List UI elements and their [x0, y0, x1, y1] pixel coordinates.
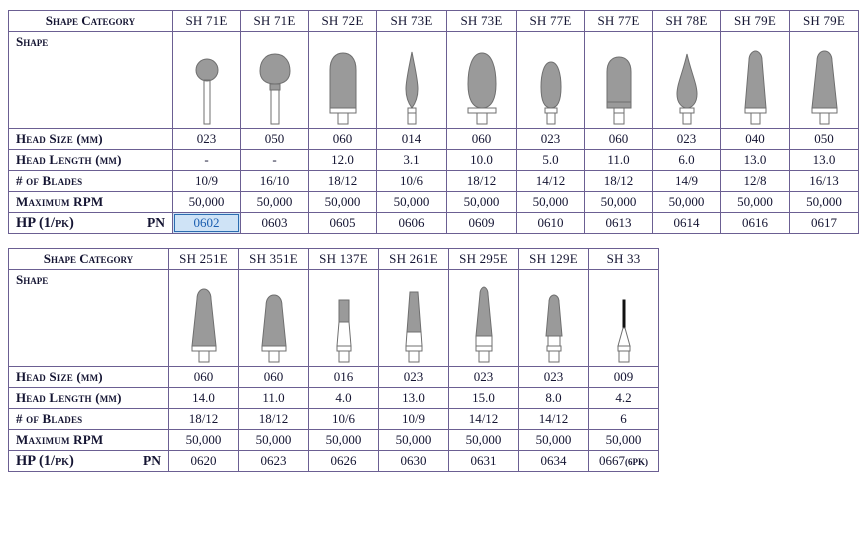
table-row-blades — [9, 409, 659, 430]
cell-blades: 6 — [589, 409, 659, 430]
cell-blades: 18/12 — [309, 171, 377, 192]
row-label-pn: PN — [143, 453, 161, 468]
row-label-max-rpm: Maximum RPM — [9, 192, 173, 213]
row-label-shape: Shape — [9, 270, 169, 367]
shape-cell-cone-taper — [519, 270, 589, 367]
cell-blades: 18/12 — [239, 409, 309, 430]
cell-max-rpm: 50,000 — [519, 430, 589, 451]
row-label-head-length: Head Length (mm) — [9, 388, 169, 409]
table-row-category — [9, 11, 859, 32]
cell-head-length: 8.0 — [519, 388, 589, 409]
cell-blades: 10/9 — [379, 409, 449, 430]
cell-head-size: 023 — [519, 367, 589, 388]
cell-blades: 18/12 — [585, 171, 653, 192]
column-header: SH 73E — [447, 11, 517, 32]
table-row-pn — [9, 451, 659, 472]
cell-pn[interactable]: 0606 — [377, 213, 447, 234]
cell-head-size: 060 — [169, 367, 239, 388]
cell-head-size: 023 — [517, 129, 585, 150]
row-label-head-size: Head Size (mm) — [9, 367, 169, 388]
cell-blades: 14/12 — [517, 171, 585, 192]
pn-value-selected[interactable]: 0602 — [173, 213, 240, 233]
cell-head-length: - — [241, 150, 309, 171]
row-label-hp: HP (1/pk) — [16, 214, 74, 231]
column-header: SH 79E — [790, 11, 859, 32]
table-row-head-size — [9, 129, 859, 150]
row-label-shape-category: Shape Category — [9, 249, 169, 270]
cell-head-length: 15.0 — [449, 388, 519, 409]
cell-head-length: 12.0 — [309, 150, 377, 171]
column-header: SH 79E — [721, 11, 790, 32]
cell-max-rpm: 50,000 — [653, 192, 721, 213]
column-header: SH 261E — [379, 249, 449, 270]
shape-cell-cylinder-flat — [309, 270, 379, 367]
cell-max-rpm: 50,000 — [377, 192, 447, 213]
column-header: SH 295E — [449, 249, 519, 270]
cell-head-length: 13.0 — [379, 388, 449, 409]
column-header: SH 137E — [309, 249, 379, 270]
column-header: SH 129E — [519, 249, 589, 270]
cell-head-size: 023 — [379, 367, 449, 388]
cell-blades: 18/12 — [447, 171, 517, 192]
cell-head-size: 060 — [585, 129, 653, 150]
column-header: SH 71E — [241, 11, 309, 32]
cell-head-size: 014 — [377, 129, 447, 150]
column-header: SH 72E — [309, 11, 377, 32]
cell-max-rpm: 50,000 — [449, 430, 519, 451]
cell-pn[interactable]: 0613 — [585, 213, 653, 234]
cell-max-rpm: 50,000 — [309, 192, 377, 213]
cell-pn[interactable]: 0603 — [241, 213, 309, 234]
cell-head-length: 13.0 — [790, 150, 859, 171]
cell-head-length: - — [173, 150, 241, 171]
cell-head-length: 11.0 — [585, 150, 653, 171]
cell-pn[interactable]: 0614 — [653, 213, 721, 234]
table-row-head-size — [9, 367, 659, 388]
cell-pn[interactable]: 0634 — [519, 451, 589, 472]
cell-pn-with-suffix[interactable] — [589, 451, 659, 472]
cell-head-size: 060 — [309, 129, 377, 150]
cell-max-rpm: 50,000 — [721, 192, 790, 213]
cell-head-length: 4.2 — [589, 388, 659, 409]
row-label-pn: PN — [147, 215, 165, 230]
table-row-max-rpm — [9, 192, 859, 213]
table-row-shape — [9, 270, 659, 367]
row-label-shape: Shape — [9, 32, 173, 129]
shape-cell-flame-needle — [377, 32, 447, 129]
cell-max-rpm: 50,000 — [239, 430, 309, 451]
cell-pn[interactable]: 0620 — [169, 451, 239, 472]
burs-spec-table-2 — [8, 248, 659, 472]
shape-cell-small-egg — [517, 32, 585, 129]
cell-max-rpm: 50,000 — [169, 430, 239, 451]
shape-cell-ball-050 — [241, 32, 309, 129]
column-header: SH 71E — [173, 11, 241, 32]
cell-max-rpm: 50,000 — [585, 192, 653, 213]
cell-blades: 16/10 — [241, 171, 309, 192]
column-header: SH 33 — [589, 249, 659, 270]
cell-max-rpm: 50,000 — [309, 430, 379, 451]
cell-head-size: 050 — [241, 129, 309, 150]
cell-head-size: 023 — [449, 367, 519, 388]
cell-blades: 16/13 — [790, 171, 859, 192]
shape-cell-ball-023 — [173, 32, 241, 129]
table-row-head-length — [9, 388, 659, 409]
shape-cell-taper-round-end — [721, 32, 790, 129]
cell-blades: 10/6 — [377, 171, 447, 192]
table-row-blades — [9, 171, 859, 192]
cell-blades: 18/12 — [169, 409, 239, 430]
shape-cell-fissure-blade — [589, 270, 659, 367]
cell-max-rpm: 50,000 — [517, 192, 585, 213]
cell-max-rpm: 50,000 — [173, 192, 241, 213]
table-row-category — [9, 249, 659, 270]
shape-cell-long-taper-flat — [379, 270, 449, 367]
cell-head-length: 5.0 — [517, 150, 585, 171]
cell-head-size: 016 — [309, 367, 379, 388]
cell-pn[interactable]: 0626 — [309, 451, 379, 472]
column-header: SH 351E — [239, 249, 309, 270]
row-label-shape-category: Shape Category — [9, 11, 173, 32]
cell-pn[interactable]: 0630 — [379, 451, 449, 472]
shape-cell-barrel — [585, 32, 653, 129]
row-label-max-rpm: Maximum RPM — [9, 430, 169, 451]
cell-head-length: 4.0 — [309, 388, 379, 409]
cell-head-length: 6.0 — [653, 150, 721, 171]
table-row-shape — [9, 32, 859, 129]
shape-cell-egg — [447, 32, 517, 129]
cell-blades: 14/9 — [653, 171, 721, 192]
cell-head-size: 040 — [721, 129, 790, 150]
cell-pn[interactable]: 0610 — [517, 213, 585, 234]
column-header: SH 251E — [169, 249, 239, 270]
cell-head-size: 023 — [173, 129, 241, 150]
cell-blades: 14/12 — [519, 409, 589, 430]
cell-blades: 14/12 — [449, 409, 519, 430]
column-header: SH 78E — [653, 11, 721, 32]
row-label-head-size: Head Size (mm) — [9, 129, 173, 150]
cell-max-rpm: 50,000 — [447, 192, 517, 213]
column-header: SH 77E — [585, 11, 653, 32]
cell-head-length: 14.0 — [169, 388, 239, 409]
table-row-pn — [9, 213, 859, 234]
cell-pn[interactable]: 0617 — [790, 213, 859, 234]
row-label-hp: HP (1/pk) — [16, 452, 74, 469]
cell-head-size: 060 — [447, 129, 517, 150]
cell-head-length: 13.0 — [721, 150, 790, 171]
cell-max-rpm: 50,000 — [241, 192, 309, 213]
shape-cell-bullet — [169, 270, 239, 367]
shape-cell-taper-round-end-large — [790, 32, 859, 129]
row-label-blades: # of Blades — [9, 409, 169, 430]
cell-max-rpm: 50,000 — [379, 430, 449, 451]
shape-cell-cylinder-round-end — [309, 32, 377, 129]
column-header: SH 73E — [377, 11, 447, 32]
cell-pn[interactable]: 0609 — [447, 213, 517, 234]
cell-pn-selected[interactable] — [173, 213, 241, 234]
row-label-hp-pn — [9, 451, 169, 472]
cell-blades: 12/8 — [721, 171, 790, 192]
burs-spec-table-1 — [8, 10, 859, 234]
shape-cell-bullet-short — [239, 270, 309, 367]
cell-head-length: 3.1 — [377, 150, 447, 171]
cell-pn[interactable]: 0605 — [309, 213, 377, 234]
column-header: SH 77E — [517, 11, 585, 32]
cell-pn[interactable]: 0631 — [449, 451, 519, 472]
shape-cell-flame — [653, 32, 721, 129]
shape-cell-long-taper-round — [449, 270, 519, 367]
cell-blades: 10/9 — [173, 171, 241, 192]
cell-head-size: 023 — [653, 129, 721, 150]
cell-pn[interactable]: 0616 — [721, 213, 790, 234]
cell-head-size: 009 — [589, 367, 659, 388]
cell-pn[interactable]: 0623 — [239, 451, 309, 472]
cell-head-length: 11.0 — [239, 388, 309, 409]
cell-max-rpm: 50,000 — [589, 430, 659, 451]
row-label-blades: # of Blades — [9, 171, 173, 192]
cell-head-size: 050 — [790, 129, 859, 150]
table-row-head-length — [9, 150, 859, 171]
cell-blades: 10/6 — [309, 409, 379, 430]
row-label-head-length: Head Length (mm) — [9, 150, 173, 171]
cell-max-rpm: 50,000 — [790, 192, 859, 213]
row-label-hp-pn — [9, 213, 173, 234]
pn-value: 0667 — [599, 453, 625, 468]
cell-head-length: 10.0 — [447, 150, 517, 171]
cell-head-size: 060 — [239, 367, 309, 388]
pn-suffix: (6PK) — [625, 457, 648, 467]
table-row-max-rpm — [9, 430, 659, 451]
